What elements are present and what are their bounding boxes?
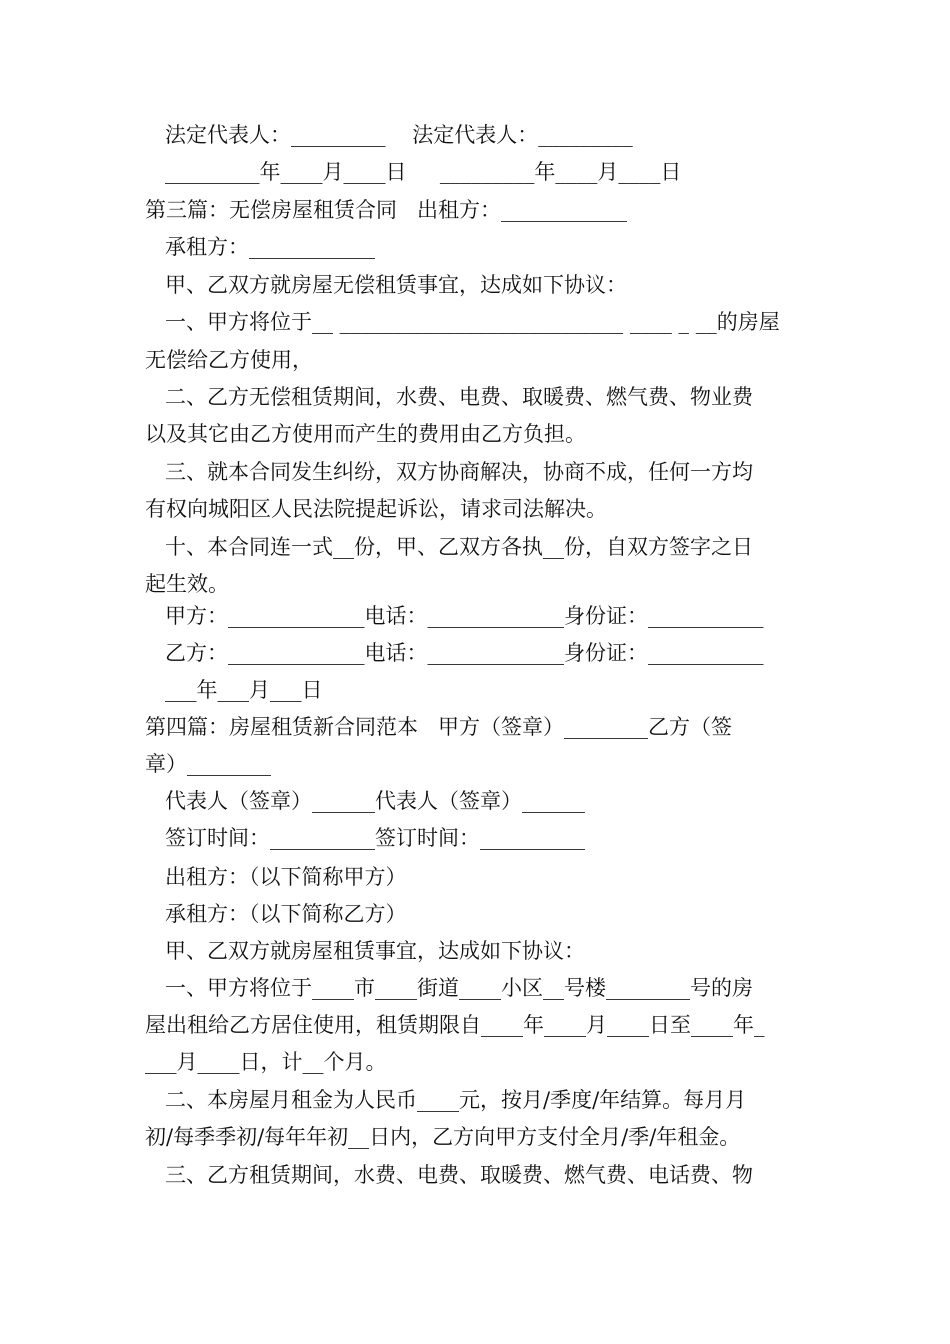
text-line: 签订时间：__________签订时间：__________: [165, 826, 585, 850]
text-line: 甲、乙双方就房屋无偿租赁事宜，达成如下协议：: [165, 273, 627, 297]
text-line: 承租方：____________: [165, 235, 375, 259]
text-line: 二、本房屋月租金为人民币____元，按月/季度/年结算。每月月: [165, 1088, 747, 1112]
text-line: 三、乙方租赁期间，水费、电费、取暖费、燃气费、电话费、物: [165, 1163, 753, 1187]
text-line: 章）________: [145, 752, 271, 776]
text-line: 十、本合同连一式__份，甲、乙双方各执__份，自双方签字之日: [165, 535, 753, 559]
text-line: 无偿给乙方使用，: [145, 348, 313, 372]
section-heading: 第三篇：无偿房屋租赁合同 出租方：____________: [145, 198, 628, 222]
text-line: 有权向城阳区人民法院提起诉讼，请求司法解决。: [145, 497, 607, 521]
text-line: 法定代表人：_________ 法定代表人：_________: [165, 123, 633, 147]
date-line: ___年___月___日: [165, 678, 323, 702]
text-line: ___月____日，计__个月。: [145, 1050, 387, 1074]
text-line: 屋出租给乙方居住使用，租赁期限自____年____月____日至____年_: [145, 1013, 765, 1037]
text-line: 二、乙方无偿租赁期间，水费、电费、取暖费、燃气费、物业费: [165, 385, 753, 409]
text-line: 一、甲方将位于____市____街道____小区__号楼________号的房: [165, 976, 753, 1000]
text-line: 甲、乙双方就房屋租赁事宜，达成如下协议：: [165, 939, 585, 963]
signature-line: 代表人（签章）______代表人（签章）______: [165, 789, 585, 813]
text-line: 承租方：（以下简称乙方）: [165, 902, 407, 926]
signature-line: 甲方：_____________电话：_____________身份证：___________: [165, 604, 764, 628]
section-heading: 第四篇：房屋租赁新合同范本 甲方（签章）________乙方（签: [145, 715, 733, 739]
text-line: 三、就本合同发生纠纷，双方协商解决，协商不成，任何一方均: [165, 460, 753, 484]
text-line: 初/每季季初/每年年初__日内，乙方向甲方支付全月/季/年租金。: [145, 1125, 741, 1149]
text-line: 一、甲方将位于__ ___________________________ ____ _ __的房屋: [165, 310, 780, 334]
text-line: 以及其它由乙方使用而产生的费用由乙方负担。: [145, 422, 586, 446]
text-line: 起生效。: [145, 572, 229, 596]
text-line: _________年____月____日 _________年____月____日: [165, 160, 682, 184]
text-line: 出租方：（以下简称甲方）: [165, 865, 407, 889]
signature-line: 乙方：_____________电话：_____________身份证：___________: [165, 641, 764, 665]
